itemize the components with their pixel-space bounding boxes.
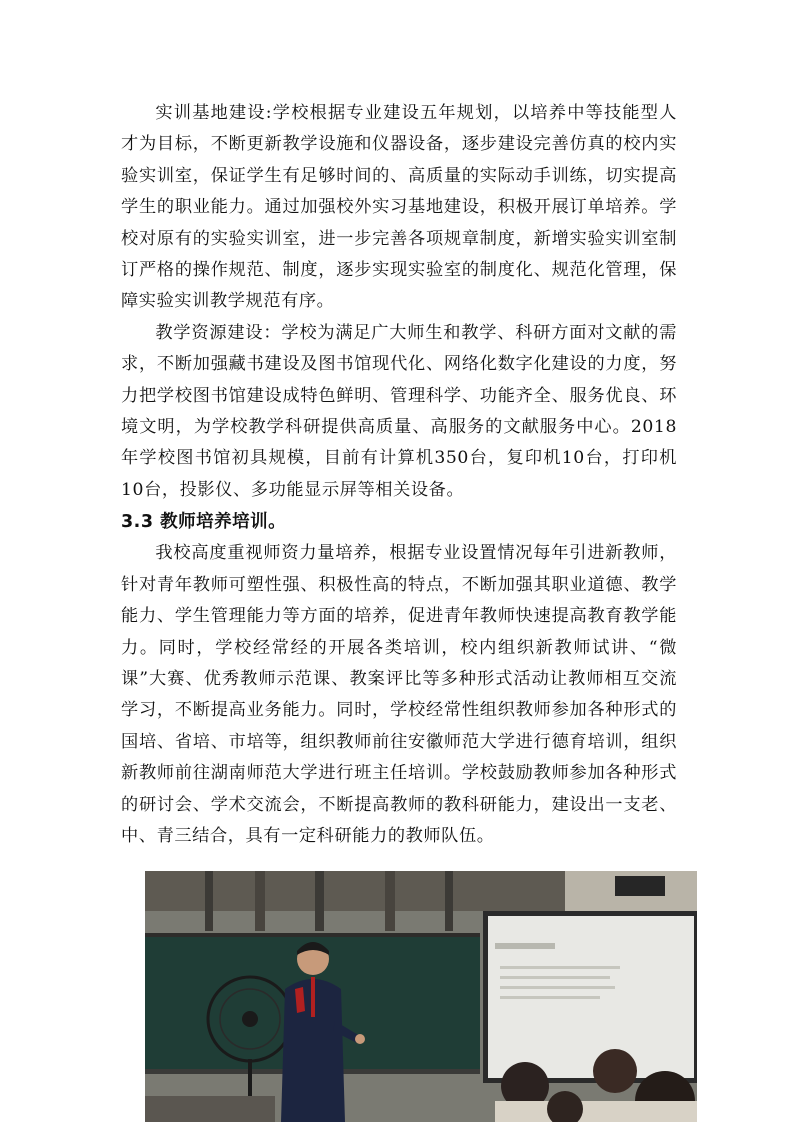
section-heading: 3.3 教师培养培训。 (121, 512, 287, 533)
classroom-photo-illustration (145, 871, 697, 1122)
paragraph-teaching-resources: 教学资源建设：学校为满足广大师生和教学、科研方面对文献的需求，不断加强藏书建设及图书馆现代化、网络化数字化建设的力度，努力把学校图书馆建设成特色鲜明、管理科学、功能齐全、服务优良、环境文明，为学校教学科研提供高质量、高服务的文献服务中心。2018年学校图书馆初具规模，目前有计算机350台，复印机10台，打印机10台，投影仪、多功能显示屏等相关设备。 (121, 322, 677, 500)
classroom-photo (145, 871, 697, 1122)
document-body (121, 98, 677, 852)
paragraph-training-base: 实训基地建设:学校根据专业建设五年规划，以培养中等技能型人才为目标，不断更新教学设施和仪器设备，逐步建设完善仿真的校内实验实训室，保证学生有足够时间的、高质量的实际动手训练，切实提高学生的职业能力。通过加强校外实习基地建设，积极开展订单培养。学校对原有的实验实训室，进一步完善各项规章制度，新增实验实训室制订严格的操作规范、制度，逐步实现实验室的制度化、规范化管理，保障实验实训教学规范有序。 (121, 103, 677, 312)
paragraph-teacher-training: 我校高度重视师资力量培养，根据专业设置情况每年引进新教师，针对青年教师可塑性强、积极性高的特点，不断加强其职业道德、教学能力、学生管理能力等方面的培养，促进青年教师快速提高教育教学能力。同时，学校经常经的开展各类培训，校内组织新教师试讲、“微课”大赛、优秀教师示范课、教案评比等多种形式活动让教师相互交流学习，不断提高业务能力。同时，学校经常性组织教师参加各种形式的国培、省培、市培等，组织教师前往安徽师范大学进行德育培训，组织新教师前往湖南师范大学进行班主任培训。学校鼓励教师参加各种形式的研讨会、学术交流会，不断提高教师的教科研能力，建设出一支老、中、青三结合，具有一定科研能力的教师队伍。 (121, 543, 677, 846)
